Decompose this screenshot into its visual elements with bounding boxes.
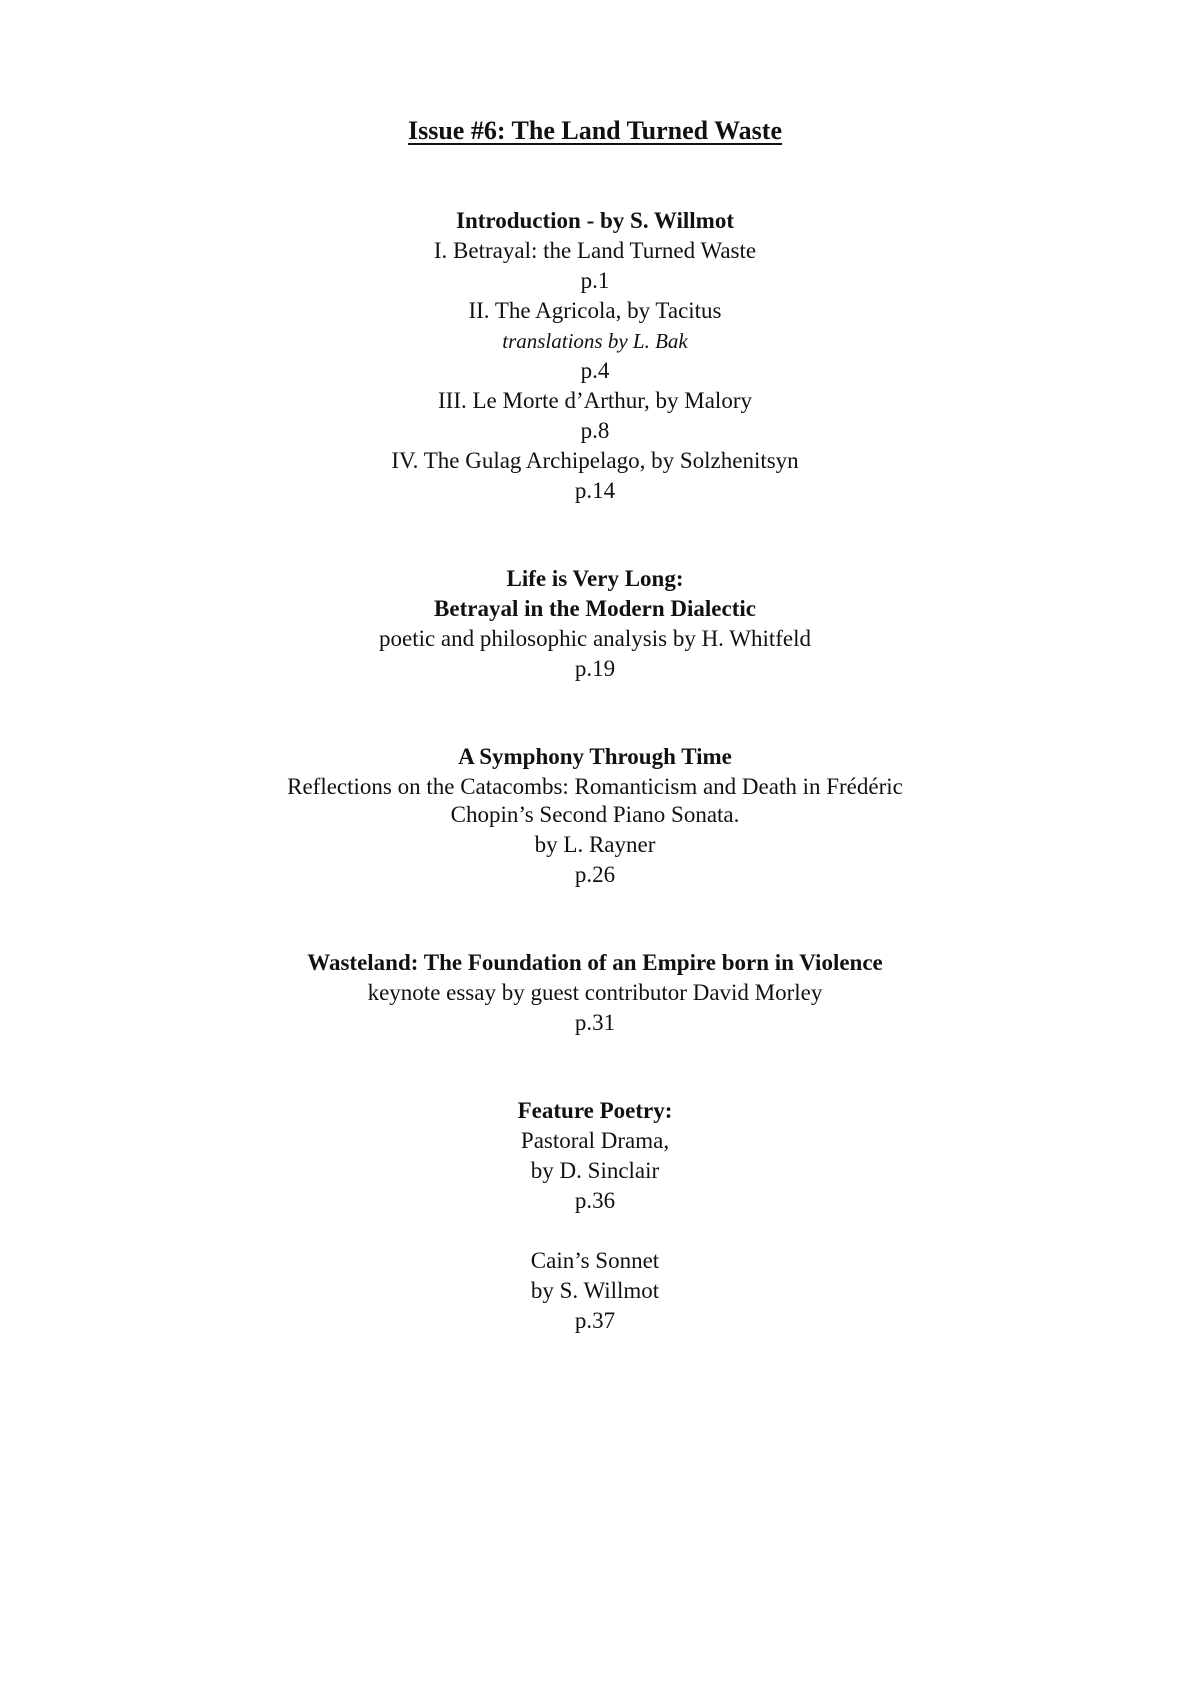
intro-item-1-title: I. Betrayal: the Land Turned Waste (433, 238, 757, 263)
wasteland-byline: keynote essay by guest contributor David Morley (367, 980, 823, 1005)
symphony-subtitle-line1: Reflections on the Catacombs: Romanticism and Death in Frédéric (287, 774, 903, 799)
intro-item-2-page: p.4 (580, 358, 610, 383)
poem-1-author: by D. Sinclair (530, 1158, 660, 1183)
intro-item-4-page: p.14 (574, 478, 616, 503)
poem-2-title: Cain’s Sonnet (530, 1248, 660, 1273)
intro-item-3-page: p.8 (580, 418, 610, 443)
introduction-heading: Introduction - by S. Willmot (456, 208, 734, 233)
intro-item-2-note: translations by L. Bak (502, 329, 688, 353)
life-heading-line2: Betrayal in the Modern Dialectic (434, 596, 756, 621)
poem-1-page: p.36 (574, 1188, 616, 1213)
life-byline: poetic and philosophic analysis by H. Whitfeld (378, 626, 812, 651)
intro-item-2-title: II. The Agricola, by Tacitus (468, 298, 722, 323)
intro-item-4-title: IV. The Gulag Archipelago, by Solzhenitsyn (391, 448, 799, 473)
symphony-subtitle-line2: Chopin’s Second Piano Sonata. (450, 802, 740, 827)
life-heading-line1: Life is Very Long: (506, 566, 684, 591)
symphony-heading: A Symphony Through Time (458, 744, 732, 769)
symphony-page: p.26 (574, 862, 616, 887)
life-page: p.19 (574, 656, 616, 681)
issue-title: Issue #6: The Land Turned Waste (407, 116, 782, 145)
wasteland-page: p.31 (574, 1010, 616, 1035)
wasteland-heading: Wasteland: The Foundation of an Empire born in Violence (307, 950, 883, 975)
poem-1-title: Pastoral Drama, (520, 1128, 670, 1153)
symphony-byline: by L. Rayner (534, 832, 656, 857)
poetry-heading: Feature Poetry: (517, 1098, 673, 1123)
poem-2-page: p.37 (574, 1308, 616, 1333)
intro-item-3-title: III. Le Morte d’Arthur, by Malory (438, 388, 752, 413)
poem-2-author: by S. Willmot (530, 1278, 660, 1303)
intro-item-1-page: p.1 (580, 268, 610, 293)
